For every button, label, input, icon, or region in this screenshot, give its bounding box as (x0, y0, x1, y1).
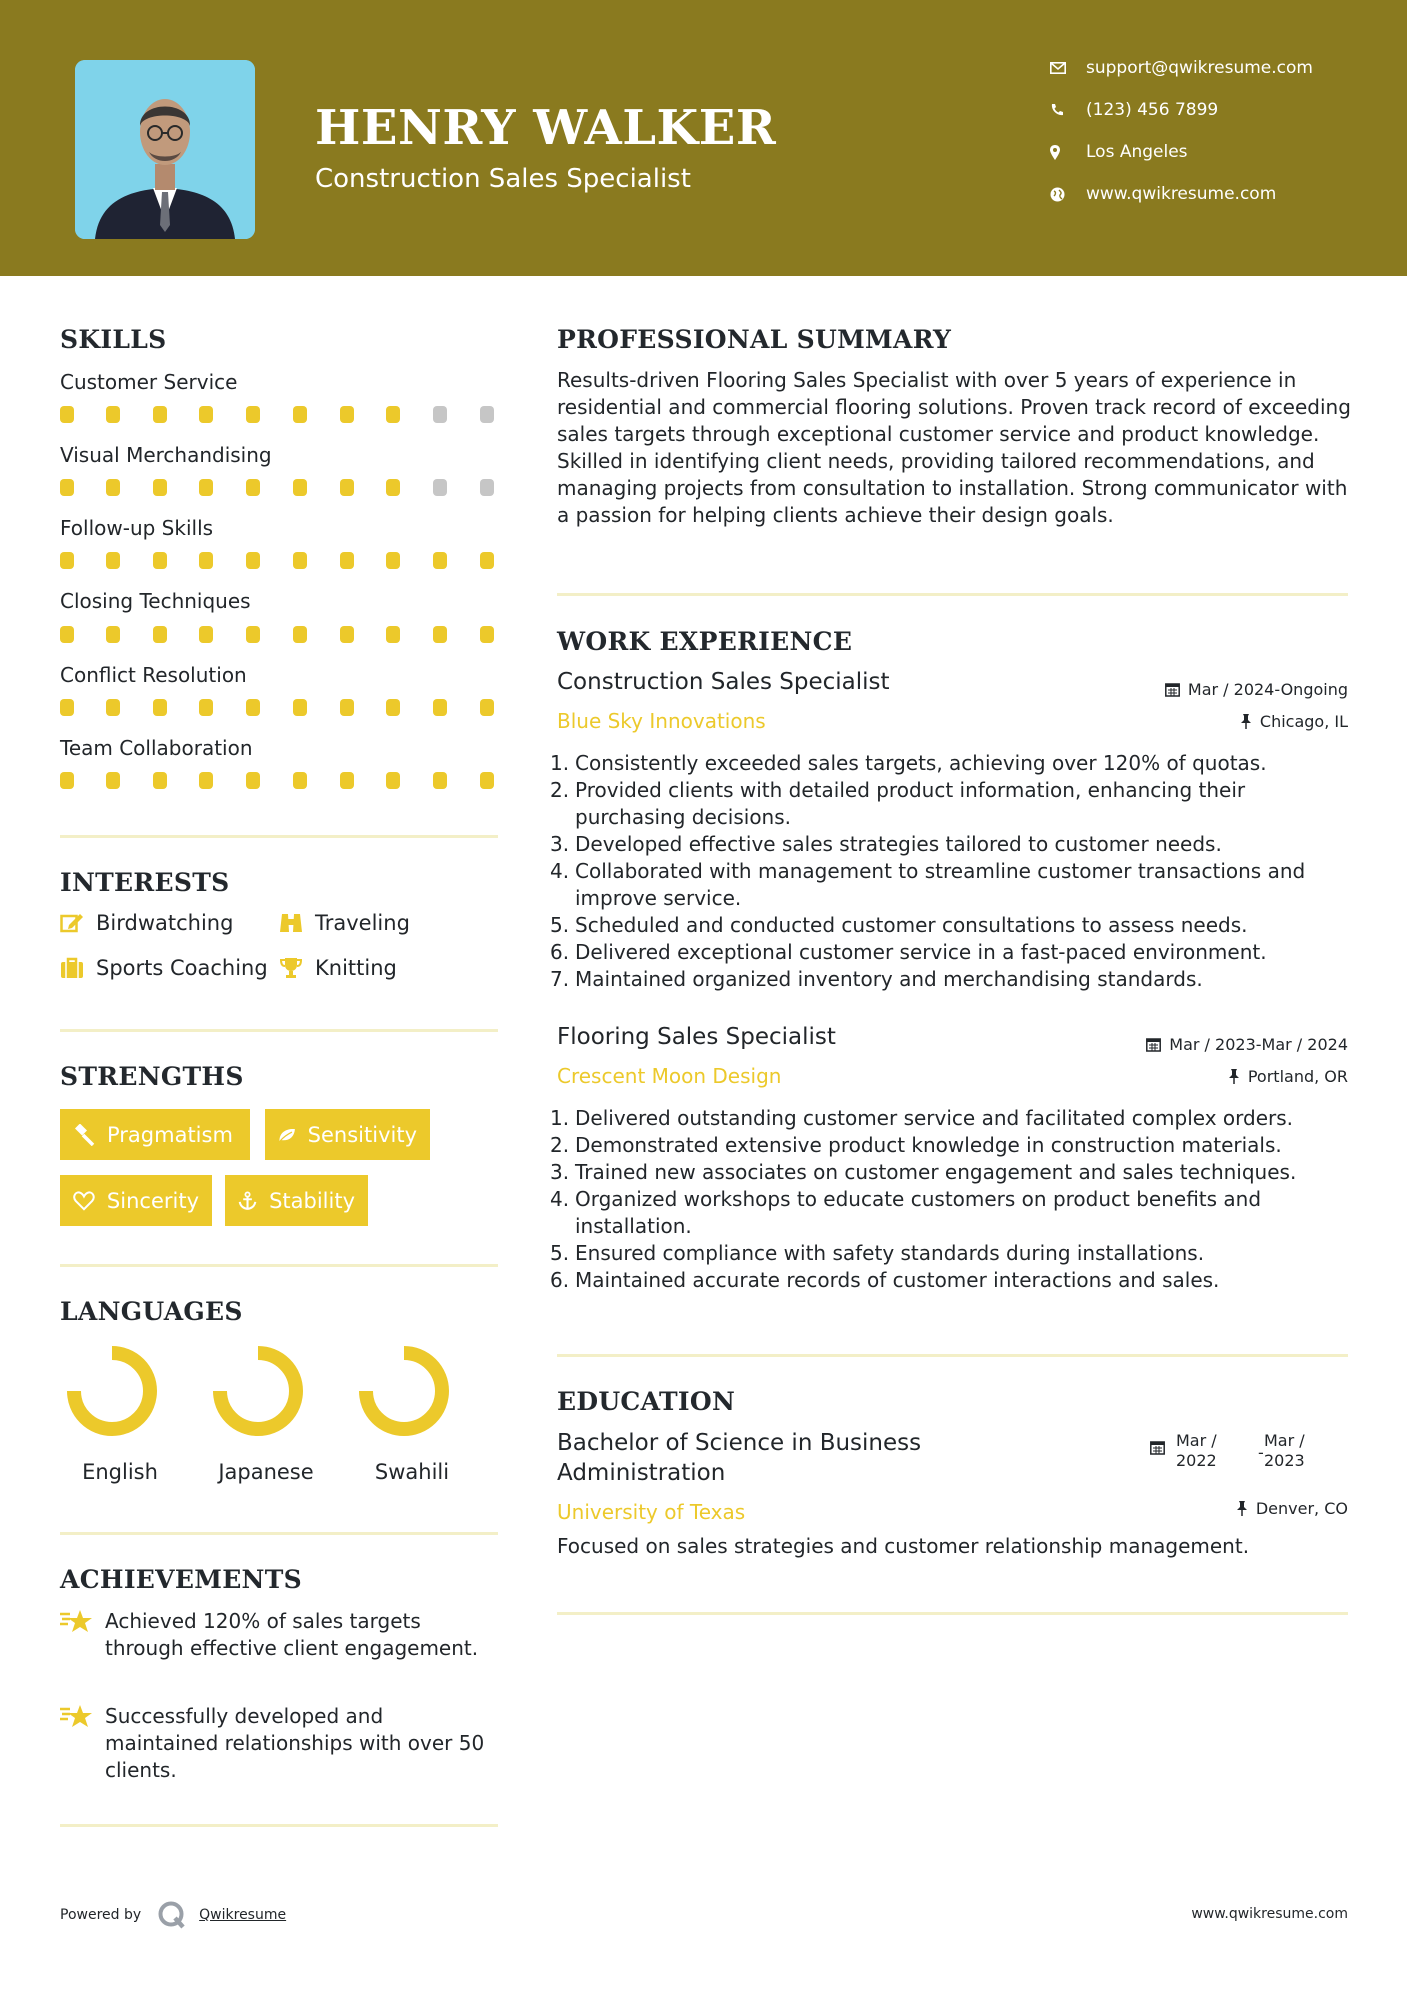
skill-rating (60, 406, 500, 424)
education-location (1236, 1499, 1348, 1518)
calendar-icon (1150, 1440, 1165, 1459)
skill-dot-filled (386, 479, 400, 496)
language-level-arc (220, 1353, 296, 1429)
calendar-icon (1146, 1037, 1161, 1052)
interest-item (60, 911, 233, 935)
trophy-icon (279, 957, 303, 979)
skill-dot-filled (60, 699, 74, 716)
candidate-title: Construction Sales Specialist (315, 164, 691, 194)
job-location (1240, 712, 1348, 731)
profile-photo (75, 60, 255, 239)
contact-website[interactable] (1050, 184, 1380, 204)
contact-email[interactable] (1050, 58, 1380, 78)
list-item: 2. Demonstrated extensive product knowledge in construction materials. (550, 1133, 1282, 1157)
list-item: 2. Provided clients with detailed product information, enhancing their purchasing decisions. (550, 778, 1246, 829)
skill-dot-filled (106, 626, 120, 643)
star-medal-icon (60, 1608, 94, 1636)
skill-dot-filled (60, 626, 74, 643)
skill-dot-filled (340, 772, 354, 789)
skill-label: Team Collaboration (60, 736, 253, 760)
language-level-arc (366, 1353, 442, 1429)
anchor-icon (238, 1190, 257, 1212)
interest-label: Traveling (315, 911, 410, 935)
skill-label: Follow-up Skills (60, 516, 214, 540)
skill-dot-filled (480, 626, 494, 643)
language-ring (60, 1343, 180, 1453)
skill-dot-filled (433, 552, 447, 569)
skill-dot-filled (60, 552, 74, 569)
skill-dot-filled (340, 479, 354, 496)
skill-dot-empty (480, 406, 494, 423)
summary-text: Results-driven Flooring Sales Specialist with over 5 years of experience in residential and commercial flooring solutions. Proven track record of exceeding sales targets through exceptional customer service and product knowledge. Skilled in identifying client needs, providing tailored recommendations, and managing projects from consultation to installation. Strong communicator with a passion for helping clients achieve their design goals. (557, 368, 1351, 527)
list-item: 7. Maintained organized inventory and merchandising standards. (550, 967, 1203, 991)
skill-rating (60, 479, 500, 497)
job-dates (1165, 680, 1348, 699)
achievement-text: Successfully developed and maintained relationships with over 50 clients. (105, 1704, 485, 1782)
language-label: English (82, 1460, 158, 1484)
job-dates (1146, 1035, 1348, 1054)
pushpin-icon (1240, 714, 1252, 729)
list-item: 5. Scheduled and conducted customer consultations to assess needs. (550, 913, 1248, 937)
skill-dot-filled (386, 772, 400, 789)
skill-label: Conflict Resolution (60, 663, 247, 687)
pushpin-icon (1236, 1501, 1248, 1516)
candidate-name: HENRY WALKER (315, 100, 777, 156)
qwikresume-link[interactable]: Qwikresume (199, 1907, 287, 1923)
strength-label: Stability (269, 1188, 355, 1213)
language-label: Japanese (218, 1460, 314, 1484)
skill-dot-filled (293, 479, 307, 496)
skill-dot-filled (246, 626, 260, 643)
skill-rating (60, 552, 500, 570)
job-location-text: Chicago, IL (1259, 712, 1348, 731)
job-bullet-list (550, 1105, 1350, 1294)
achievement-item (60, 1608, 500, 1660)
contact-location-text: Los Angeles (1086, 142, 1188, 162)
job-location-text: Portland, OR (1247, 1067, 1348, 1086)
binoculars-icon (279, 912, 303, 934)
footer-powered-by (60, 1900, 286, 1930)
skill-dot-filled (340, 552, 354, 569)
summary-heading: PROFESSIONAL SUMMARY (557, 325, 952, 354)
education-description: Focused on sales strategies and customer relationship management. (557, 1534, 1250, 1558)
skill-dot-filled (153, 772, 167, 789)
skill-dot-filled (293, 552, 307, 569)
skill-dot-filled (293, 406, 307, 423)
skill-dot-filled (106, 772, 120, 789)
strength-badge (225, 1175, 368, 1226)
skill-rating (60, 772, 500, 790)
phone-icon (1050, 103, 1086, 117)
skill-dot-filled (246, 406, 260, 423)
education-start-date: Mar / 2022 (1176, 1431, 1217, 1470)
language-label: Swahili (374, 1460, 450, 1484)
list-item: 3. Developed effective sales strategies tailored to customer needs. (550, 832, 1222, 856)
achievement-text: Achieved 120% of sales targets through effective client engagement. (105, 1609, 479, 1660)
education-end-date: Mar / 2023 (1264, 1431, 1305, 1470)
section-divider (60, 1029, 498, 1032)
leaf-icon (278, 1125, 296, 1145)
skill-dot-filled (153, 626, 167, 643)
contact-website-text: www.qwikresume.com (1086, 184, 1277, 204)
job-dates-text: Mar / 2023-Mar / 2024 (1169, 1035, 1348, 1054)
skill-dot-filled (386, 699, 400, 716)
skill-dot-filled (106, 406, 120, 423)
skill-dot-filled (60, 406, 74, 423)
job-company: Crescent Moon Design (557, 1064, 782, 1088)
section-divider (557, 593, 1348, 596)
language-ring (206, 1343, 326, 1453)
skill-dot-empty (433, 406, 447, 423)
contact-location (1050, 142, 1380, 162)
interest-label: Knitting (315, 956, 397, 980)
skill-dot-filled (293, 699, 307, 716)
skill-dot-filled (293, 772, 307, 789)
list-item: 1. Delivered outstanding customer service and facilitated complex orders. (550, 1106, 1294, 1130)
interest-label: Birdwatching (96, 911, 234, 935)
degree-line-1: Bachelor of Science in Business (557, 1430, 922, 1456)
section-divider (557, 1354, 1348, 1357)
skill-dot-filled (293, 626, 307, 643)
interest-label: Sports Coaching (96, 956, 268, 980)
skill-dot-empty (433, 479, 447, 496)
job-bullet-list (550, 750, 1350, 993)
powered-by-text: Powered by (60, 1907, 142, 1923)
job-location (1228, 1067, 1348, 1086)
skill-dot-filled (340, 699, 354, 716)
skill-dot-filled (199, 406, 213, 423)
section-divider (60, 835, 498, 838)
languages-heading: LANGUAGES (60, 1297, 243, 1326)
skill-dot-filled (246, 552, 260, 569)
skill-dot-filled (199, 479, 213, 496)
language-level-arc (74, 1353, 150, 1429)
skill-dot-filled (386, 626, 400, 643)
list-item: 4. Organized workshops to educate customers on product benefits and installation. (550, 1187, 1262, 1238)
skill-dot-filled (60, 772, 74, 789)
experience-heading: WORK EXPERIENCE (557, 627, 853, 656)
list-item: 1. Consistently exceeded sales targets, achieving over 120% of quotas. (550, 751, 1267, 775)
strength-badge (60, 1109, 250, 1160)
language-ring (352, 1343, 472, 1453)
skill-dot-filled (106, 552, 120, 569)
skill-dot-filled (340, 406, 354, 423)
strength-badge (265, 1109, 430, 1160)
section-divider (60, 1264, 498, 1267)
briefcase-icon (60, 957, 84, 979)
skill-label: Visual Merchandising (60, 443, 272, 467)
education-location-text: Denver, CO (1255, 1499, 1348, 1518)
skill-dot-filled (106, 699, 120, 716)
skill-label: Customer Service (60, 370, 238, 394)
job-company: Blue Sky Innovations (557, 709, 766, 733)
skills-heading: SKILLS (60, 325, 167, 354)
interest-item (279, 911, 410, 935)
skill-rating (60, 699, 500, 717)
list-item: 3. Trained new associates on customer engagement and sales techniques. (550, 1160, 1297, 1184)
skill-dot-filled (246, 479, 260, 496)
skill-label: Closing Techniques (60, 589, 251, 613)
section-divider (60, 1532, 498, 1535)
achievements-heading: ACHIEVEMENTS (60, 1565, 302, 1594)
job-role: Flooring Sales Specialist (557, 1024, 836, 1050)
skill-dot-filled (153, 699, 167, 716)
map-marker-icon (1050, 145, 1086, 160)
skill-dot-filled (246, 699, 260, 716)
strength-label: Sensitivity (307, 1122, 417, 1147)
skill-dot-filled (199, 626, 213, 643)
pushpin-icon (1228, 1069, 1240, 1084)
contact-phone-text: (123) 456 7899 (1086, 100, 1219, 120)
achievement-item (60, 1703, 500, 1782)
strength-badge (60, 1175, 212, 1226)
education-heading: EDUCATION (557, 1387, 736, 1416)
skill-dot-filled (386, 552, 400, 569)
section-divider (557, 1612, 1348, 1615)
skill-dot-filled (386, 406, 400, 423)
job-dates-text: Mar / 2024-Ongoing (1187, 680, 1348, 699)
section-divider (60, 1824, 498, 1827)
list-item: 4. Collaborated with management to streamline customer transactions and improve service. (550, 859, 1306, 910)
skill-dot-filled (60, 479, 74, 496)
skill-dot-empty (480, 479, 494, 496)
star-medal-icon (60, 1703, 94, 1731)
skill-dot-filled (153, 552, 167, 569)
strength-label: Pragmatism (107, 1122, 233, 1147)
footer-website[interactable]: www.qwikresume.com (1191, 1906, 1348, 1922)
skill-dot-filled (340, 626, 354, 643)
skill-dot-filled (246, 772, 260, 789)
skill-dot-filled (480, 552, 494, 569)
gavel-icon (73, 1124, 95, 1146)
education-school: University of Texas (557, 1500, 746, 1524)
skill-dot-filled (480, 699, 494, 716)
resume-header (0, 0, 1407, 276)
date-separator: - (1258, 1443, 1264, 1462)
skill-dot-filled (199, 699, 213, 716)
interests-heading: INTERESTS (60, 868, 230, 897)
skill-dot-filled (433, 772, 447, 789)
list-item: 6. Delivered exceptional customer service in a fast-paced environment. (550, 940, 1267, 964)
list-item: 6. Maintained accurate records of customer interactions and sales. (550, 1268, 1220, 1292)
skill-dot-filled (153, 406, 167, 423)
portrait-image (75, 60, 255, 239)
job-role: Construction Sales Specialist (557, 669, 890, 695)
skill-dot-filled (433, 626, 447, 643)
skill-dot-filled (480, 772, 494, 789)
skill-dot-filled (153, 479, 167, 496)
degree-line-2: Administration (557, 1460, 726, 1486)
skill-rating (60, 626, 500, 644)
skill-dot-filled (433, 699, 447, 716)
contact-email-text: support@qwikresume.com (1086, 58, 1313, 78)
contact-phone[interactable] (1050, 100, 1380, 120)
skill-dot-filled (106, 479, 120, 496)
strengths-heading: STRENGTHS (60, 1062, 244, 1091)
pencil-square-icon (60, 912, 84, 934)
envelope-icon (1050, 62, 1086, 74)
interest-item (60, 956, 268, 980)
calendar-icon (1165, 682, 1180, 697)
qwikresume-logo-icon (157, 1900, 187, 1930)
strength-label: Sincerity (106, 1188, 199, 1213)
skill-dot-filled (199, 772, 213, 789)
skill-dot-filled (199, 552, 213, 569)
heart-icon (73, 1190, 95, 1212)
globe-icon (1050, 187, 1086, 202)
interest-item (279, 956, 397, 980)
list-item: 5. Ensured compliance with safety standards during installations. (550, 1241, 1205, 1265)
